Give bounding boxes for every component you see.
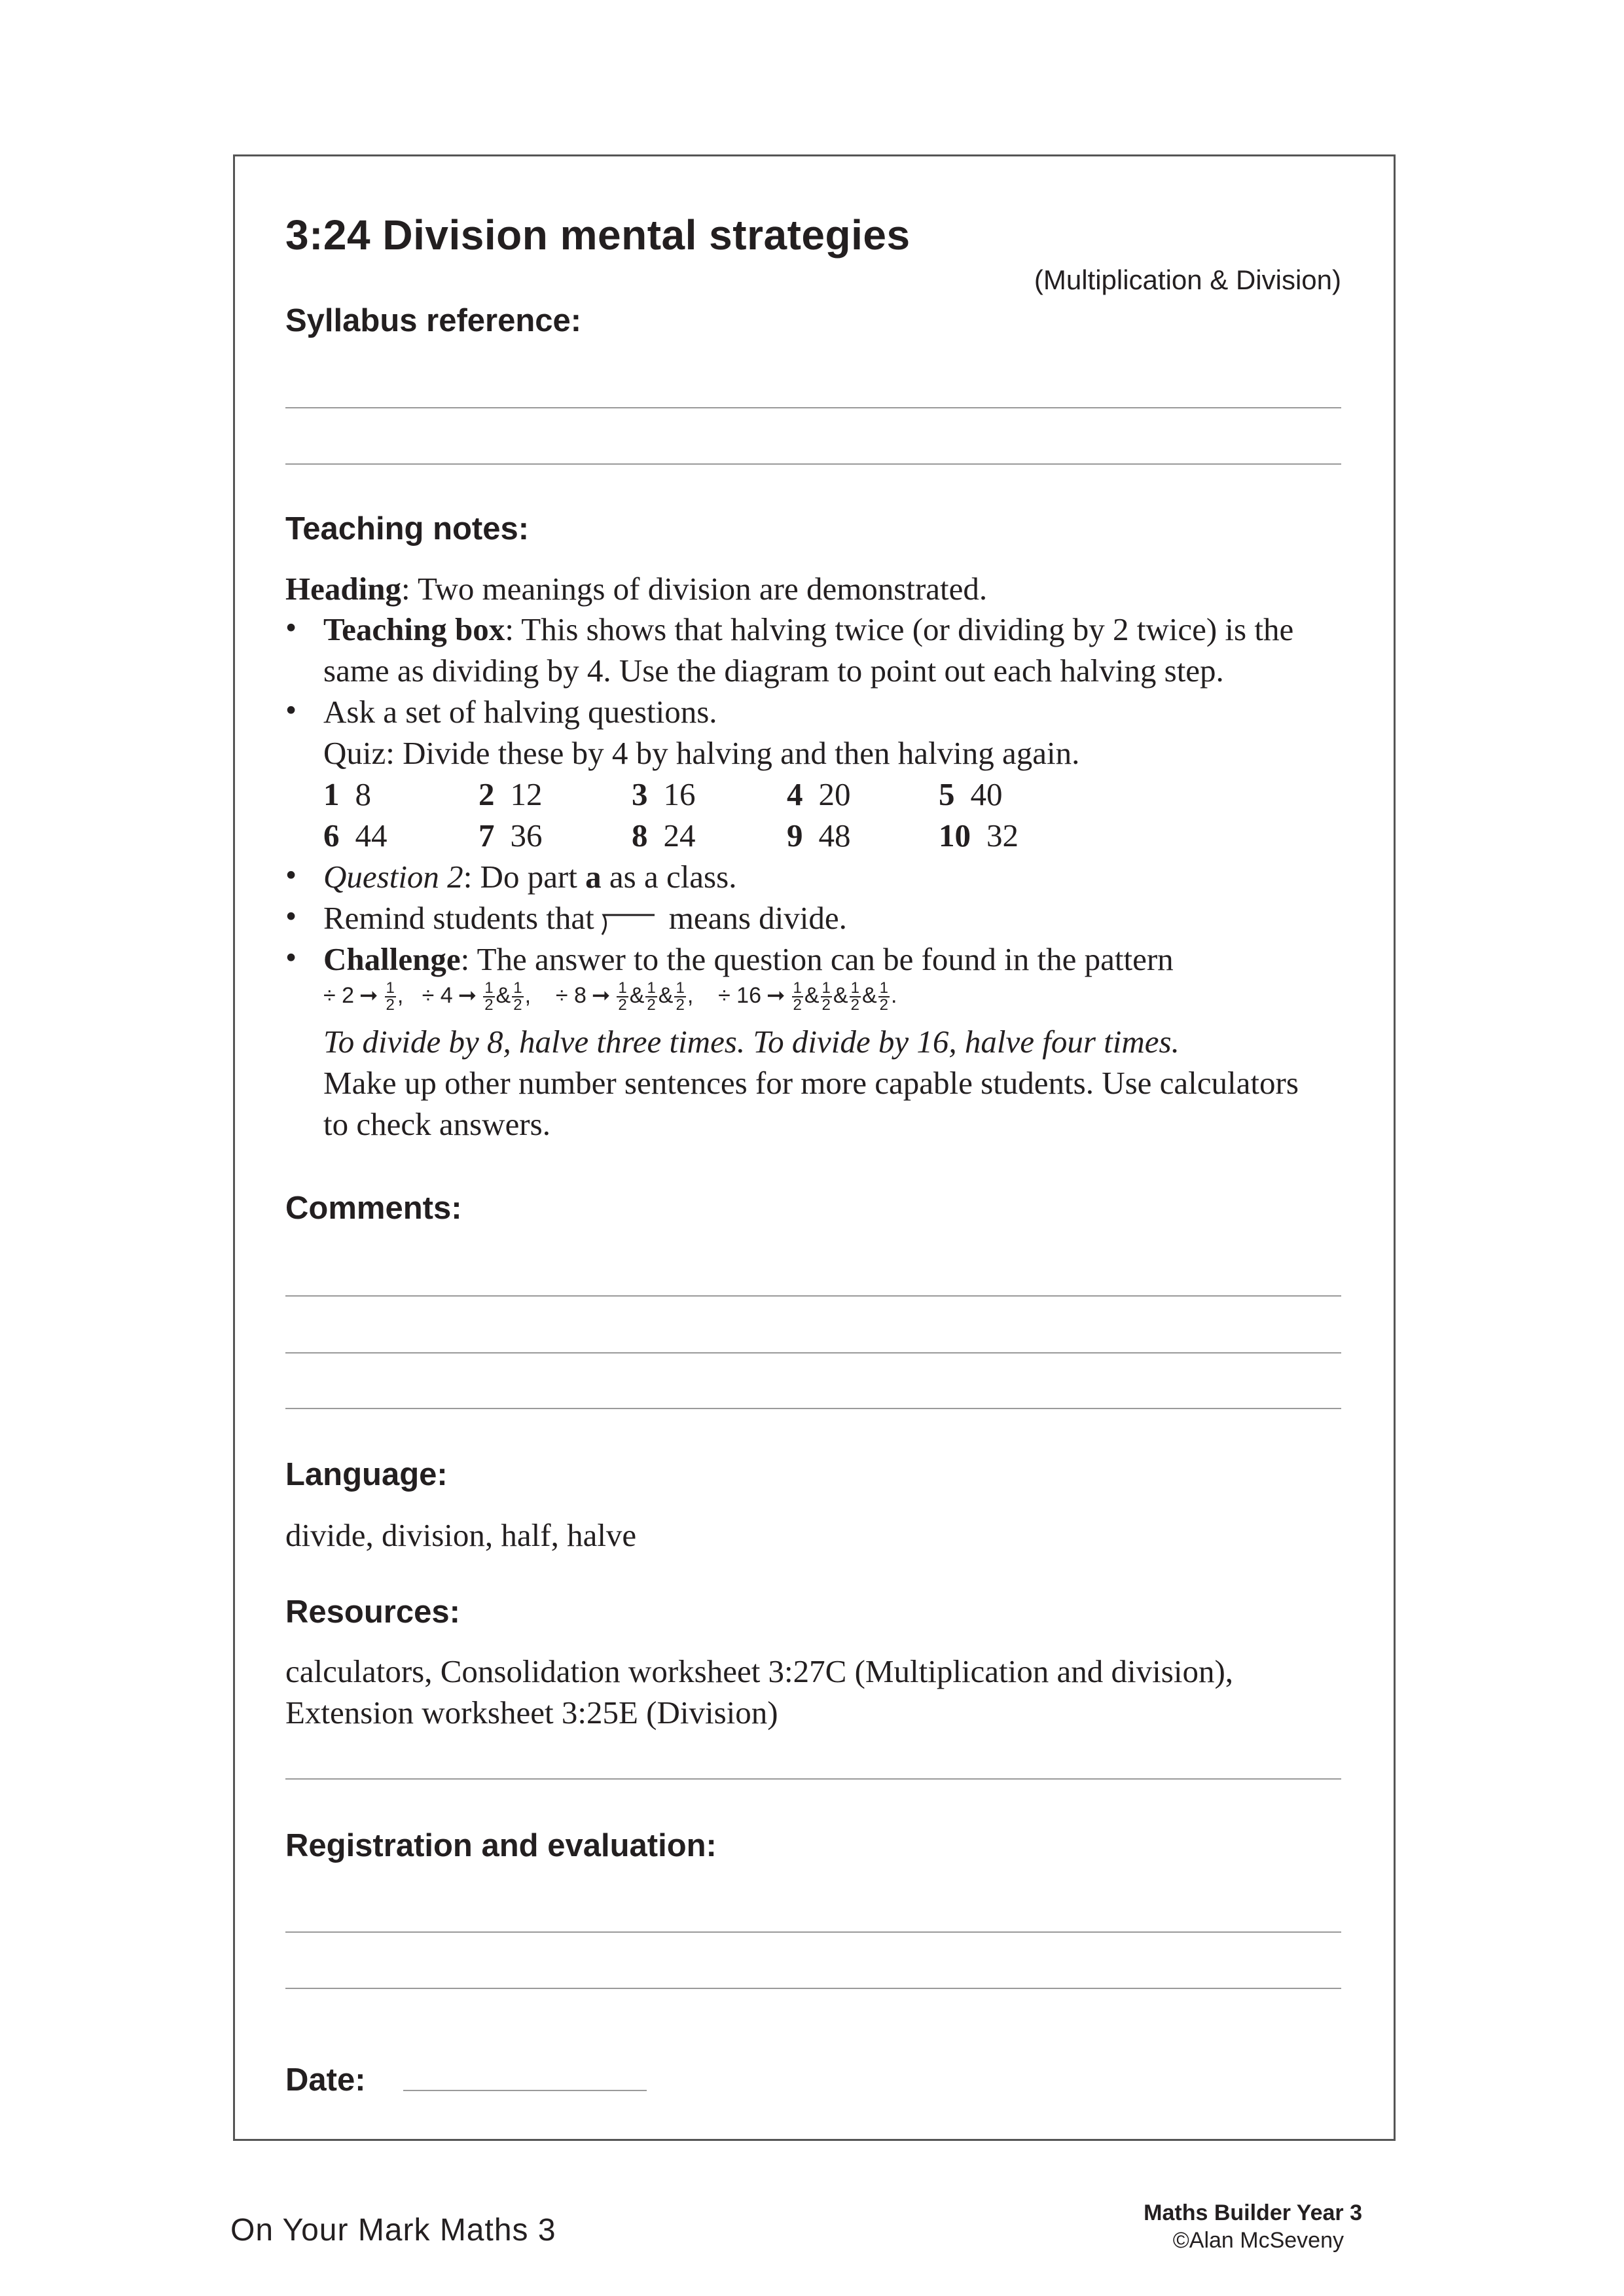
footer-series-title: Maths Builder Year 3 <box>1144 2200 1362 2225</box>
language-text: divide, division, half, halve <box>285 1517 637 1553</box>
resources-line[interactable] <box>285 1778 1341 1780</box>
quiz-intro: Quiz: Divide these by 4 by halving and then halving again. <box>323 735 1080 771</box>
quiz-item <box>787 774 851 815</box>
quiz-item <box>323 815 388 856</box>
arrow-right-icon: ➞ <box>359 982 378 1008</box>
question2-text-b: as a class. <box>601 859 737 895</box>
div2-label: ÷ 2 <box>323 982 355 1008</box>
quiz-value: 12 <box>510 776 543 812</box>
bullet-dot: • <box>285 898 297 934</box>
quiz-value: 20 <box>818 776 851 812</box>
div8-label: ÷ 8 <box>555 982 586 1008</box>
quiz-value: 16 <box>663 776 696 812</box>
bullet-challenge <box>323 939 1174 980</box>
comments-line-3[interactable] <box>285 1408 1341 1409</box>
quiz-number: 9 <box>787 817 803 853</box>
quiz-value: 24 <box>663 817 696 853</box>
notes-heading-text: : Two meanings of division are demonstrated. <box>401 571 988 607</box>
registration-line-1[interactable] <box>285 1931 1341 1933</box>
quiz-value: 40 <box>970 776 1003 812</box>
notes-heading-line <box>285 568 987 609</box>
footer-book-title: On Your Mark Maths 3 <box>230 2213 556 2248</box>
bullet-question2 <box>323 856 736 897</box>
bullet-remind <box>323 897 847 939</box>
challenge-label: Challenge <box>323 941 461 977</box>
quiz-item <box>939 774 1003 815</box>
quiz-value: 44 <box>355 817 388 853</box>
bullet-dot: • <box>285 857 297 893</box>
half-fraction: $\frac{1}{2}$ <box>676 979 685 1014</box>
quiz-number: 2 <box>478 776 495 812</box>
teaching-box-label: Teaching box <box>323 611 505 647</box>
challenge-line2: Make up other number sentences for more capable students. Use calculators <box>323 1065 1299 1101</box>
comments-line-2[interactable] <box>285 1352 1341 1354</box>
syllabus-line-2[interactable] <box>285 463 1341 465</box>
quiz-item <box>632 774 696 815</box>
half-fraction: $\frac{1}{2}$ <box>513 979 522 1014</box>
remind-text-a: Remind students that <box>323 900 594 936</box>
div4-label: ÷ 4 <box>422 982 453 1008</box>
half-fraction: $\frac{1}{2}$ <box>647 979 656 1014</box>
challenge-text: : The answer to the question can be found in the pattern <box>460 941 1174 977</box>
quiz-item <box>478 774 543 815</box>
teaching-box-cont: same as dividing by 4. Use the diagram to point out each halving step. <box>323 653 1224 689</box>
arrow-right-icon: ➞ <box>591 982 611 1008</box>
quiz-number: 8 <box>632 817 648 853</box>
arrow-right-icon: ➞ <box>767 982 785 1008</box>
half-fraction: $\frac{1}{2}$ <box>850 979 859 1014</box>
notes-heading-label: Heading <box>285 571 401 607</box>
bullet-dot: • <box>285 692 297 728</box>
quiz-value: 32 <box>986 817 1019 853</box>
half-fraction: $\frac{1}{2}$ <box>386 979 395 1014</box>
footer-copyright: ©Alan McSeveny <box>1172 2228 1344 2253</box>
quiz-item <box>632 815 696 856</box>
subject-tag: (Multiplication & Division) <box>1034 264 1341 295</box>
div16-label: ÷ 16 <box>718 982 761 1008</box>
bullet-teaching-box <box>323 609 1293 650</box>
bullet-dot: • <box>285 939 297 975</box>
question2-label: Question 2 <box>323 859 463 895</box>
quiz-value: 8 <box>355 776 371 812</box>
halving-pattern: ÷ 2 ➞ $\frac{1}{2}$ , ÷ 4 ➞ $\frac{1}{2}$ & $\frac{1}{2}$ , ÷ 8 ➞ $\frac{1}{2}$ & $\frac{1}{2}$ & $\frac{1}{2}$ , ÷ 16 ➞ $\frac{1}{2}$ & $\frac{1}{2}$ & $\frac{1}{2}$ & $\frac{1}{2}$ . <box>323 979 897 1014</box>
half-fraction: $\frac{1}{2}$ <box>484 979 494 1014</box>
quiz-value: 48 <box>818 817 851 853</box>
quiz-item <box>787 815 851 856</box>
question2-part: a <box>585 859 602 895</box>
quiz-number: 1 <box>323 776 340 812</box>
resources-heading: Resources: <box>285 1594 460 1630</box>
page-title: 3:24 Division mental strategies <box>285 211 911 259</box>
quiz-number: 10 <box>939 817 971 853</box>
date-field[interactable] <box>403 2090 647 2091</box>
registration-line-2[interactable] <box>285 1988 1341 1989</box>
half-fraction: $\frac{1}{2}$ <box>618 979 627 1014</box>
date-label: Date: <box>285 2062 366 2098</box>
quiz-item <box>323 774 371 815</box>
comments-line-1[interactable] <box>285 1295 1341 1297</box>
teaching-box-text: : This shows that halving twice (or dividing by 2 twice) is the <box>505 611 1294 647</box>
comments-heading: Comments: <box>285 1191 462 1226</box>
arrow-right-icon: ➞ <box>458 982 477 1008</box>
bullet-halving: Ask a set of halving questions. <box>323 694 717 730</box>
half-fraction: $\frac{1}{2}$ <box>793 979 802 1014</box>
quiz-number: 7 <box>478 817 495 853</box>
quiz-value: 36 <box>510 817 543 853</box>
resources-line1: calculators, Consolidation worksheet 3:27C (Multiplication and division), <box>285 1653 1234 1689</box>
half-fraction: $\frac{1}{2}$ <box>879 979 888 1014</box>
remind-text-b: means divide. <box>668 900 847 936</box>
quiz-number: 3 <box>632 776 648 812</box>
syllabus-line-1[interactable] <box>285 407 1341 408</box>
resources-line2: Extension worksheet 3:25E (Division) <box>285 1695 778 1731</box>
registration-heading: Registration and evaluation: <box>285 1828 717 1863</box>
language-heading: Language: <box>285 1457 448 1492</box>
quiz-number: 4 <box>787 776 803 812</box>
challenge-line3: to check answers. <box>323 1106 550 1142</box>
syllabus-heading: Syllabus reference: <box>285 303 582 338</box>
bullet-dot: • <box>285 609 297 645</box>
quiz-number: 6 <box>323 817 340 853</box>
teaching-notes-heading: Teaching notes: <box>285 511 530 547</box>
quiz-item <box>478 815 543 856</box>
quiz-item <box>939 815 1019 856</box>
half-fraction: $\frac{1}{2}$ <box>821 979 831 1014</box>
question2-text-a: : Do part <box>463 859 586 895</box>
quiz-number: 5 <box>939 776 955 812</box>
challenge-italic: To divide by 8, halve three times. To divide by 16, halve four times. <box>323 1024 1180 1060</box>
long-division-symbol-icon <box>598 907 657 936</box>
